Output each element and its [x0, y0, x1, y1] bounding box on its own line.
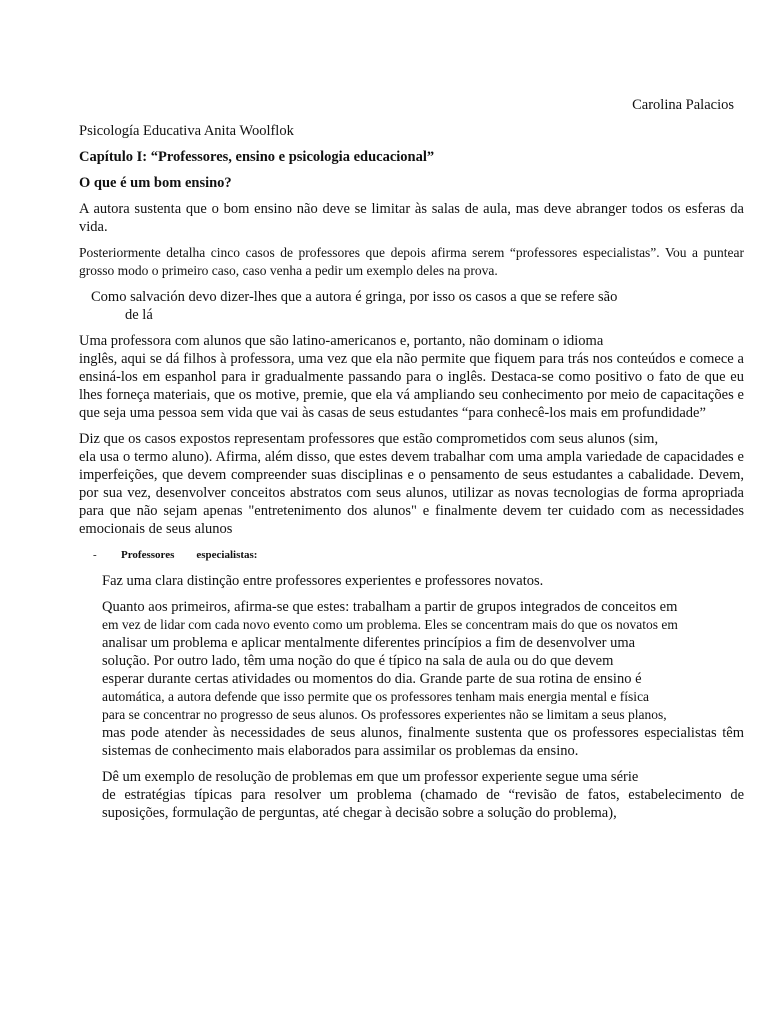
- paragraph-line: esperar durante certas atividades ou momentos do dia. Grande parte de sua rotina de ensino é: [102, 671, 642, 687]
- section-question: O que é um bom ensino?: [79, 175, 232, 191]
- paragraph-line: Diz que os casos expostos representam professores que estão comprometidos com seus alunos (sim,: [79, 431, 659, 447]
- paragraph-text: inglês, aqui se dá filhos à professora, uma vez que ela não permite que fiquem para trás nos conteúdos e comece a ensiná-los em espanhol para ir gradualmente passando para o inglês. Destaca-se como positivo o fato de que eu lhes forneça materiais, que os motive, premie, que ela vá ampliando seu conhecimento por meio de capacitações e que seja uma pessoa sem vida que vai às casas de seus estudantes “para conhecê-los mais em profundidade”: [79, 351, 744, 421]
- paragraph-line: Quanto aos primeiros, afirma-se que estes: trabalham a partir de grupos integrados de conceitos em: [102, 599, 678, 615]
- paragraph-committed-teachers: [79, 430, 744, 538]
- paragraph-line: Uma professora com alunos que são latino-americanos e, portanto, não dominam o idioma: [79, 333, 604, 349]
- bullet-dash: -: [93, 549, 97, 561]
- paragraph-text: mas pode atender às necessidades de seus alunos, finalmente sustenta que os professores especialistas têm sistemas de conhecimento mais elaborados para assimilar os problemas da ensino.: [102, 725, 744, 759]
- bullet-word: especialistas:: [196, 549, 258, 561]
- subsection-experts: [102, 572, 744, 822]
- side-note: [91, 288, 744, 324]
- paragraph-experienced: [102, 598, 744, 760]
- side-note-line: Como salvación devo dizer-lhes que a autora é gringa, por isso os casos a que se refere são: [91, 289, 618, 305]
- course-title: Psicología Educativa Anita Woolflok: [79, 123, 294, 139]
- paragraph-line: para se concentrar no progresso de seus alunos. Os professores experientes não se limitam a seus planos,: [102, 707, 667, 722]
- paragraph-distinction: Faz uma clara distinção entre professores experientes e professores novatos.: [102, 573, 544, 589]
- paragraph-text: de estratégias típicas para resolver um problema (chamado de “revisão de fatos, estabelecimento de suposições, formulação de perguntas, até chegar à decisão sobre a solução do problema),: [102, 787, 744, 821]
- chapter-title: Capítulo I: “Professores, ensino e psicologia educacional”: [79, 149, 435, 165]
- paragraph-text: ela usa o termo aluno). Afirma, além disso, que estes devem trabalhar com uma ampla variedade de capacidades e imperfeições, que devem compreender suas disciplinas e o pensamento de seus estudantes a cabalidade. Devem, por sua vez, desenvolver conceitos abstratos com seus alunos, utilizar as novas tecnologias de forma apropriada para que não sejam apenas "entretenimento dos alunos" e finalmente devem ter cuidado com as necessidades emocionais de seus alunos: [79, 449, 744, 537]
- paragraph-cases: Posteriormente detalha cinco casos de professores que depois afirma serem “professores especialistas”. Vou a puntear grosso modo o primeiro caso, caso venha a pedir um exemplo deles na prova.: [79, 245, 744, 278]
- paragraph-line: em vez de lidar com cada novo evento como um problema. Eles se concentram mais do que os novatos em: [102, 617, 678, 632]
- paragraph-first-case: [79, 332, 744, 422]
- paragraph-intro: A autora sustenta que o bom ensino não deve se limitar às salas de aula, mas deve abranger todos os esferas da vida.: [79, 201, 744, 235]
- bullet-heading: [93, 546, 744, 564]
- author-name: Carolina Palacios: [632, 97, 734, 113]
- paragraph-line: automática, a autora defende que isso permite que os professores tenham mais energia mental e física: [102, 689, 650, 704]
- paragraph-example: [102, 768, 744, 822]
- side-note-line: de lá: [125, 307, 153, 323]
- paragraph-line: analisar um problema e aplicar mentalmente diferentes princípios a fim de desenvolver uma: [102, 635, 636, 651]
- paragraph-line: Dê um exemplo de resolução de problemas em que um professor experiente segue uma série: [102, 769, 639, 785]
- paragraph-line: solução. Por outro lado, têm uma noção do que é típico na sala de aula ou do que devem: [102, 653, 614, 669]
- bullet-word: Professores: [121, 549, 175, 561]
